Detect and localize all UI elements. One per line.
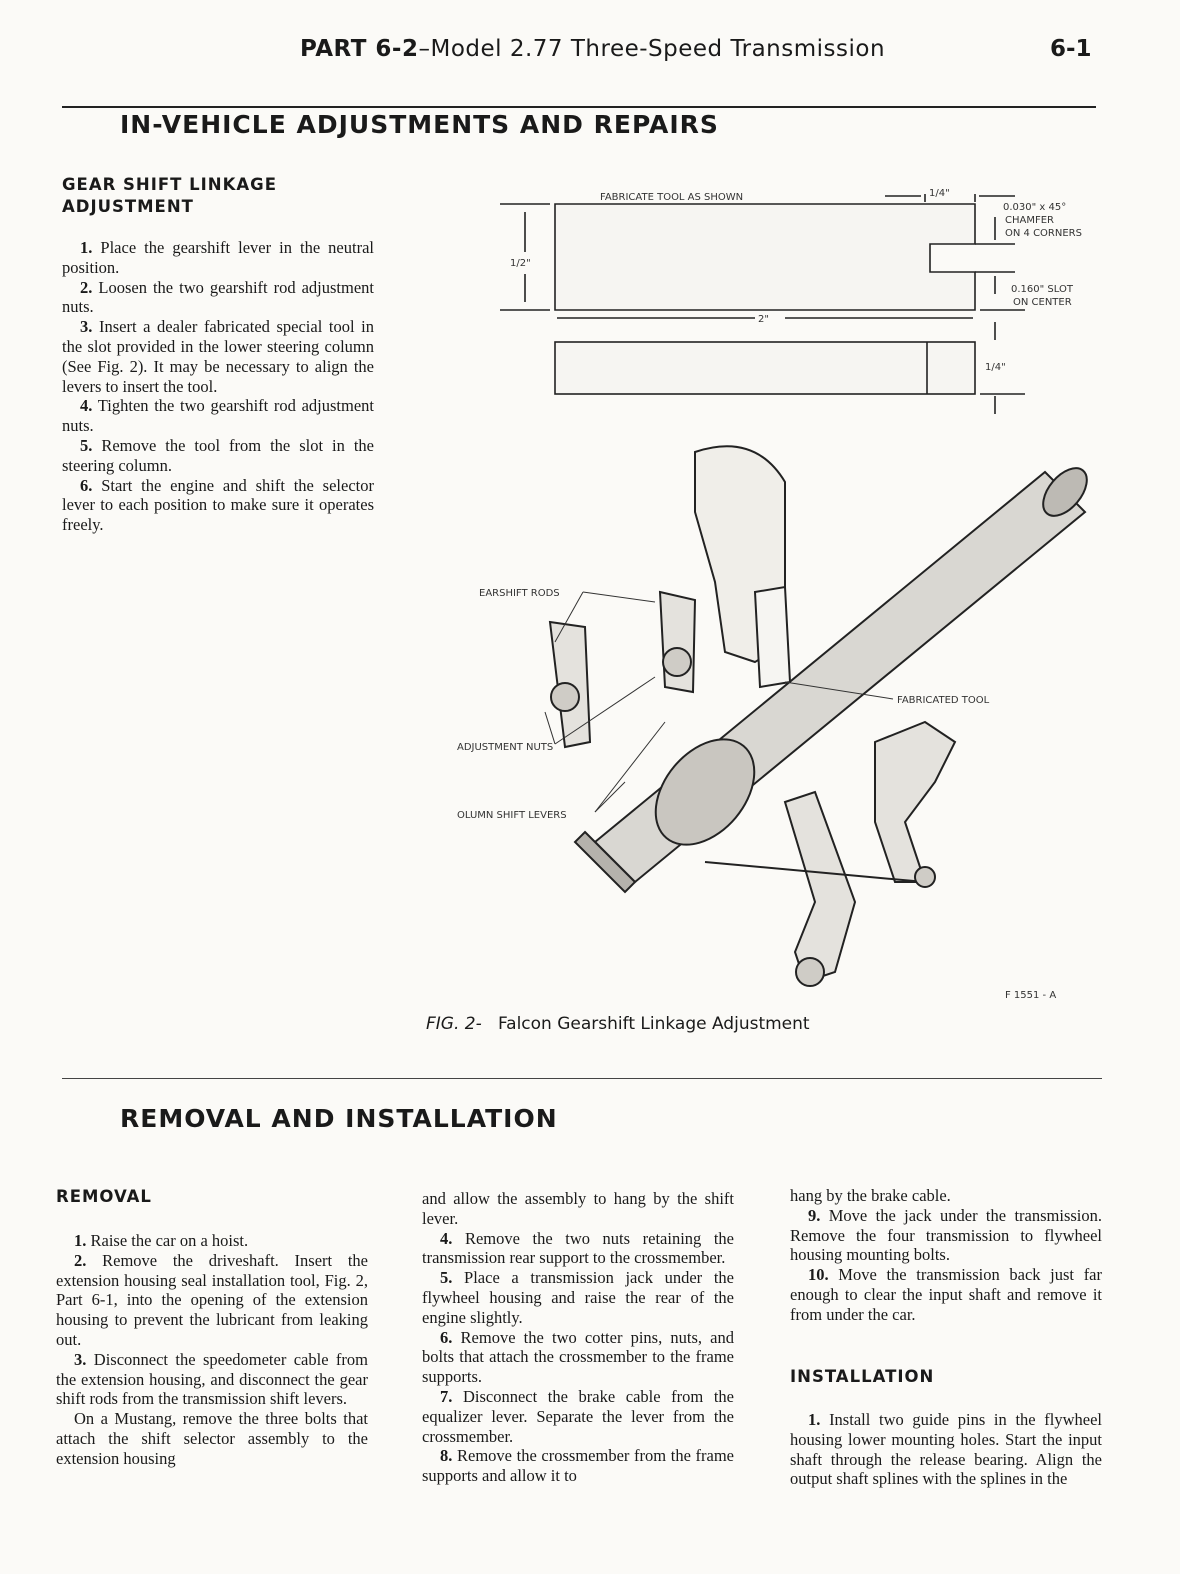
step: 8. Remove the crossmember from the frame supports and allow it to <box>422 1446 734 1486</box>
label-fabricated-tool: FABRICATED TOOL <box>897 695 990 706</box>
label-adjustment-nuts: ADJUSTMENT NUTS <box>457 742 554 753</box>
step: 2. Loosen the two gearshift rod adjustment nuts. <box>62 277 375 317</box>
label-half-inch: 1/2" <box>510 258 531 269</box>
part-label: PART 6-2 <box>300 36 419 62</box>
subheading-linkage <box>62 174 277 218</box>
removal-column-3 <box>790 1186 1102 1325</box>
label-chamfer-3: ON 4 CORNERS <box>1005 228 1082 239</box>
removal-column-2 <box>422 1189 734 1486</box>
label-slot-1: 0.160" SLOT <box>1011 284 1073 295</box>
step: 4. Tighten the two gearshift rod adjustment nuts. <box>62 396 375 436</box>
removal-column-1 <box>56 1231 368 1469</box>
step: 3. Insert a dealer fabricated special tool in the slot provided in the lower steering column (See Fig. 2). It may be necessary to align the levers to insert the tool. <box>62 317 374 396</box>
figure-caption <box>426 1014 810 1034</box>
step: 3. Disconnect the speedometer cable from the extension housing, and disconnect the gear shift rods from the transmission shift levers. <box>56 1349 369 1409</box>
linkage-drawing <box>455 182 1095 1004</box>
step: 5. Remove the tool from the slot in the steering column. <box>62 435 374 475</box>
step: hang by the brake cable. <box>790 1186 951 1205</box>
label-code: F 1551 - A <box>1005 990 1057 1001</box>
step: 7. Disconnect the brake cable from the equalizer lever. Separate the lever from the crossmember. <box>422 1386 734 1446</box>
step: 4. Remove the two nuts retaining the transmission rear support to the crossmember. <box>422 1228 735 1268</box>
label-gearshift-rods: EARSHIFT RODS <box>479 588 560 599</box>
label-slot-2: ON CENTER <box>1013 297 1072 308</box>
header-rule <box>62 106 1096 108</box>
label-two-inch: 2" <box>758 314 769 325</box>
label-quarter-top: 1/4" <box>929 188 950 199</box>
subheading-removal: REMOVAL <box>56 1187 152 1206</box>
running-title <box>300 36 885 62</box>
title-rest: –Model 2.77 Three-Speed Transmission <box>418 36 886 62</box>
label-chamfer-2: CHAMFER <box>1005 215 1054 226</box>
linkage-steps <box>62 238 374 535</box>
subheading-line1: GEAR SHIFT LINKAGE <box>62 175 277 194</box>
page-header <box>0 34 1180 78</box>
page-number: 6-1 <box>1050 36 1092 62</box>
step: 9. Move the jack under the transmission. Remove the four transmission to flywheel housing mounting bolts. <box>790 1205 1103 1265</box>
step: 1. Raise the car on a hoist. <box>74 1231 249 1250</box>
step: and allow the assembly to hang by the shift lever. <box>422 1189 734 1228</box>
figure-2-illustration <box>455 182 1095 1004</box>
label-chamfer-1: 0.030" x 45° <box>1003 202 1067 213</box>
step: 2. Remove the driveshaft. Insert the extension housing seal installation tool, Fig. 2, Part 6-1, into the opening of the extension housing to prevent the lubricant from leaking out. <box>56 1250 368 1349</box>
caption-fig-number: FIG. 2- <box>426 1014 482 1034</box>
step: 6. Start the engine and shift the selector lever to each position to make sure it operates freely. <box>62 475 374 535</box>
subheading-line2: ADJUSTMENT <box>62 197 194 216</box>
installation-column <box>790 1410 1102 1489</box>
step: 5. Place a transmission jack under the flywheel housing and raise the rear of the engine slightly. <box>422 1268 734 1327</box>
label-quarter-side: 1/4" <box>985 362 1006 373</box>
step: 1. Place the gearshift lever in the neutral position. <box>62 238 374 277</box>
step: On a Mustang, remove the three bolts that attach the shift selector assembly to the extension housing <box>56 1409 368 1468</box>
caption-text: Falcon Gearshift Linkage Adjustment <box>497 1014 810 1034</box>
section-divider <box>62 1078 1102 1079</box>
label-fabricate: FABRICATE TOOL AS SHOWN <box>600 192 744 203</box>
section-title-adjustments: IN-VEHICLE ADJUSTMENTS AND REPAIRS <box>120 110 719 139</box>
step: 1. Install two guide pins in the flywheel housing lower mounting holes. Start the input shaft through the release bearing. Align the output shaft splines with the splines in the <box>790 1410 1103 1489</box>
step: 6. Remove the two cotter pins, nuts, and bolts that attach the crossmember to the frame supports. <box>422 1327 734 1387</box>
step: 10. Move the transmission back just far enough to clear the input shaft and remove it from under the car. <box>790 1265 1103 1324</box>
label-column-levers: OLUMN SHIFT LEVERS <box>457 810 567 821</box>
section-title-removal: REMOVAL AND INSTALLATION <box>120 1104 558 1133</box>
subheading-installation: INSTALLATION <box>790 1367 935 1386</box>
